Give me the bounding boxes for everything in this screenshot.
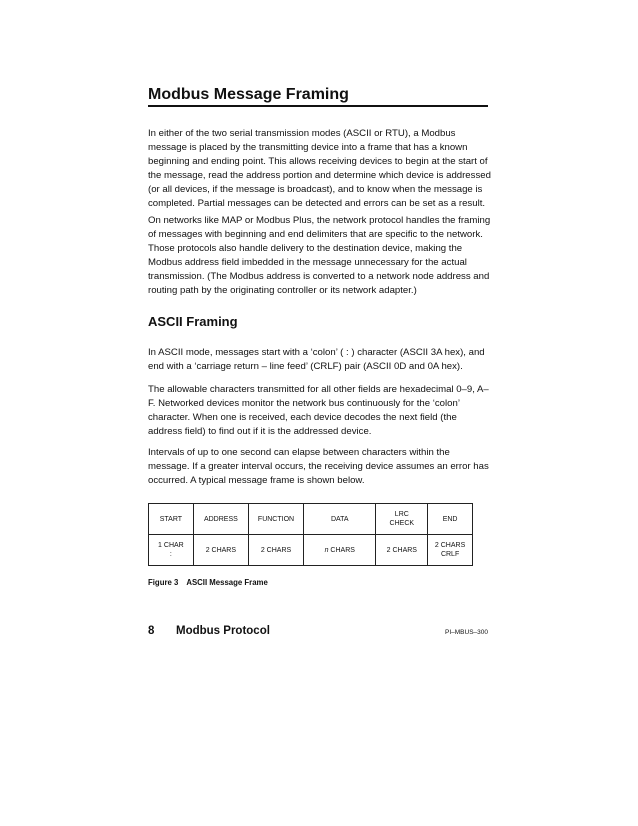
- frame-header-address: ADDRESS: [193, 504, 248, 535]
- paragraph-network-protocol: On networks like MAP or Modbus Plus, the network protocol handles the framing of messages with beginning and end delimiters that are specific to the network. Those protocols also handle delivery to the destination device, making the Modbus address field imbedded in the message unnecessary for the actual transmission. (The Modbus address is converted to a network node address and routing path by the originating controller or its network adapter.): [148, 215, 491, 296]
- frame-header-function: FUNCTION: [248, 504, 303, 535]
- frame-header-row: [149, 504, 473, 535]
- footer-document-code: PI–MBUS–300: [445, 629, 488, 636]
- figure-caption: [148, 578, 268, 588]
- ascii-message-frame-table: [148, 503, 473, 566]
- footer-page-number: 8: [148, 625, 155, 637]
- frame-header-end: END: [428, 504, 473, 535]
- figure-number: Figure 3: [148, 578, 179, 587]
- subsection-heading: ASCII Framing: [148, 314, 238, 329]
- frame-value-start: 1 CHAR :: [149, 535, 194, 566]
- frame-value-data: n CHARS: [304, 535, 376, 566]
- paragraph-intervals: Intervals of up to one second can elapse between characters within the message. If a greater interval occurs, the receiving device assumes an error has occurred. A typical message frame is shown below.: [148, 447, 489, 486]
- frame-value-end: 2 CHARS CRLF: [428, 535, 473, 566]
- section-heading: Modbus Message Framing: [148, 86, 349, 103]
- paragraph-framing-intro: In either of the two serial transmission modes (ASCII or RTU), a Modbus message is placed by the transmitting device into a frame that has a known beginning and ending point. This allows receiving devices to begin at the start of the message, read the address portion and determine which device is addressed (or all devices, if the message is broadcast), and to know when the message is completed. Partial messages can be detected and errors can be set as a result.: [148, 128, 491, 209]
- paragraph-allowable-characters: The allowable characters transmitted for all other fields are hexadecimal 0–9, A–F. Networked devices monitor the network bus continuously for the ‘colon’ character. When one is received, each device decodes the next field (the address field) to find out if it is the addressed device.: [148, 384, 489, 437]
- frame-header-data: DATA: [304, 504, 376, 535]
- paragraph-ascii-start-end: In ASCII mode, messages start with a ‘colon’ ( : ) character (ASCII 3A hex), and end with a ‘carriage return – line feed’ (CRLF) pair (ASCII 0D and 0A hex).: [148, 347, 485, 372]
- frame-value-address: 2 CHARS: [193, 535, 248, 566]
- frame-value-row: [149, 535, 473, 566]
- footer-title: Modbus Protocol: [176, 625, 270, 637]
- figure-title: ASCII Message Frame: [186, 578, 268, 587]
- frame-header-start: START: [149, 504, 194, 535]
- frame-header-lrc-check: LRC CHECK: [376, 504, 428, 535]
- frame-value-lrc: 2 CHARS: [376, 535, 428, 566]
- frame-value-function: 2 CHARS: [248, 535, 303, 566]
- heading-rule: [148, 105, 488, 107]
